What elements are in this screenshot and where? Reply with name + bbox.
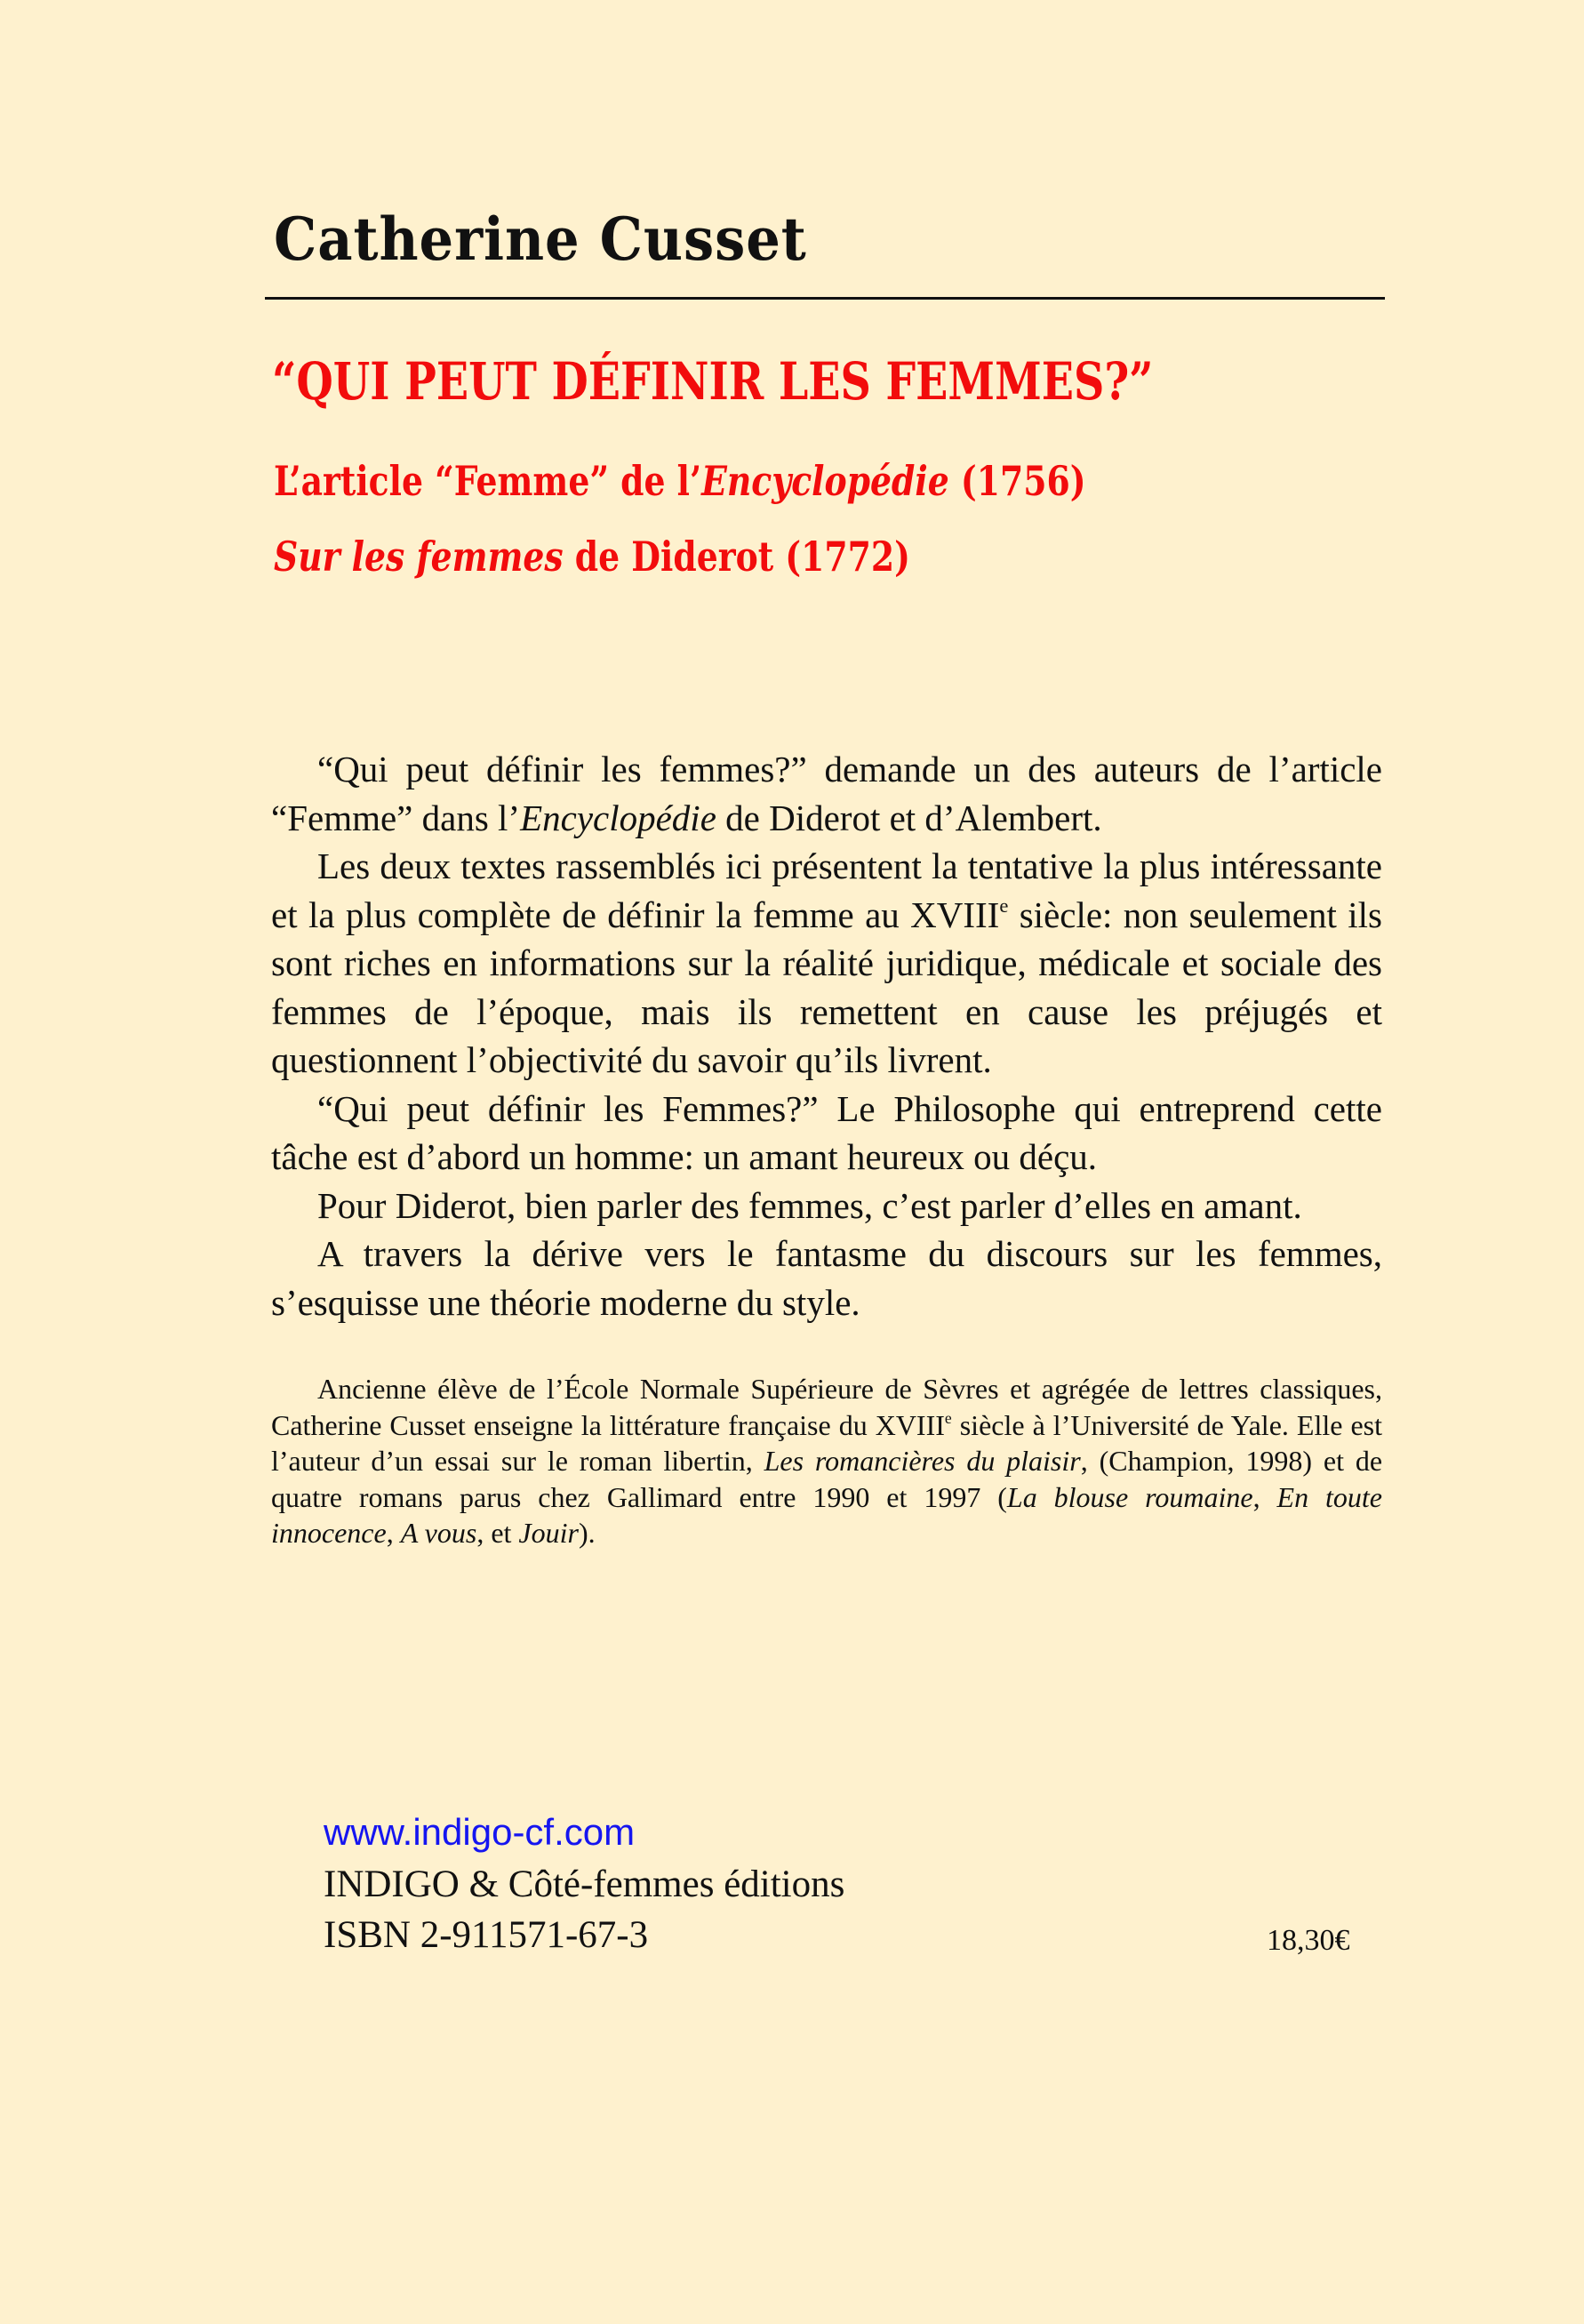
- blurb-paragraph-5: A travers la dérive vers le fantasme du discours sur les femmes, s’esquisse une théorie moderne du style.: [271, 1233, 1382, 1323]
- price: 18,30€: [1267, 1924, 1350, 1957]
- bio-book-title: Les romancières du plaisir: [764, 1445, 1081, 1477]
- blurb: [271, 745, 1382, 1326]
- subtitle-1-italic: Encyclopédie: [701, 457, 949, 505]
- blurb-paragraph-3: “Qui peut définir les Femmes?” Le Philosophe qui entreprend cette tâche est d’abord un homme: un amant heureux ou déçu.: [271, 1087, 1382, 1177]
- bio-book-title: En toute innocence: [271, 1480, 1383, 1549]
- author-name: Catherine Cusset: [274, 204, 807, 274]
- bio-text-c: , (Champion, 1998) et de quatre romans parus chez Gallimard entre 1990 et 1997 (: [271, 1445, 1383, 1513]
- subtitle-2-text: de Diderot (1772): [563, 533, 910, 581]
- bio-text-d: , et: [476, 1517, 519, 1549]
- bio-book-title: La blouse roumaine: [1006, 1480, 1253, 1513]
- blurb-p2-text: Les deux textes rassemblés ici présentent la tentative la plus intéressante et la plus complète de définir la femme au XVIII: [271, 845, 1382, 935]
- book-title: “QUI PEUT DÉFINIR LES FEMMES?”: [272, 351, 1154, 412]
- title-divider: [265, 297, 1385, 300]
- bio-book-title: Jouir: [518, 1517, 579, 1549]
- century-superscript: e: [999, 894, 1009, 917]
- blurb-p1-text: “Qui peut définir les femmes?” demande un des auteurs de l’article “Femme” dans l’: [271, 749, 1382, 838]
- blurb-p1-end: de Diderot et d’Alembert.: [716, 797, 1102, 838]
- isbn: ISBN 2-911571-67-3: [324, 1914, 649, 1956]
- blurb-paragraph-1: [271, 745, 1382, 842]
- bio-text-b: siècle à l’Université de Yale. Elle est l’auteur d’un essai sur le roman libertin,: [271, 1408, 1383, 1477]
- bio-text-e: ).: [578, 1517, 596, 1549]
- subtitle-1-year: (1756): [948, 457, 1086, 505]
- century-superscript: e: [944, 1408, 952, 1427]
- author-bio: [271, 1371, 1382, 1551]
- subtitle-diderot: [274, 533, 910, 581]
- bio-paragraph: [271, 1371, 1382, 1551]
- blurb-paragraph-2: [271, 842, 1382, 1085]
- publisher-name: INDIGO & Côté-femmes éditions: [324, 1863, 845, 1905]
- bio-text-a: Ancienne élève de l’École Normale Supérieure de Sèvres et agrégée de lettres classiques, Catherine Cusset enseigne la littérature française du XVIII: [271, 1373, 1382, 1441]
- bio-separator: ,: [386, 1517, 401, 1549]
- subtitle-encyclopedie: [274, 457, 1086, 505]
- blurb-p2-end: siècle: non seulement ils sont riches en informations sur la réalité juridique, médicale et sociale des femmes de l’époque, mais ils remettent en cause les préjugés et questionnent l’objectivité du savoir qu’ils livrent.: [271, 894, 1382, 1080]
- subtitle-2-italic: Sur les femmes: [274, 533, 564, 581]
- bio-book-title: A vous: [400, 1517, 477, 1549]
- bio-separator: ,: [1252, 1480, 1277, 1513]
- subtitle-1-text: L’article “Femme” de l’: [274, 457, 702, 505]
- publisher-website-link[interactable]: www.indigo-cf.com: [324, 1811, 636, 1853]
- blurb-p1-italic: Encyclopédie: [520, 797, 716, 838]
- blurb-paragraph-4: Pour Diderot, bien parler des femmes, c’est parler d’elles en amant.: [317, 1184, 1302, 1226]
